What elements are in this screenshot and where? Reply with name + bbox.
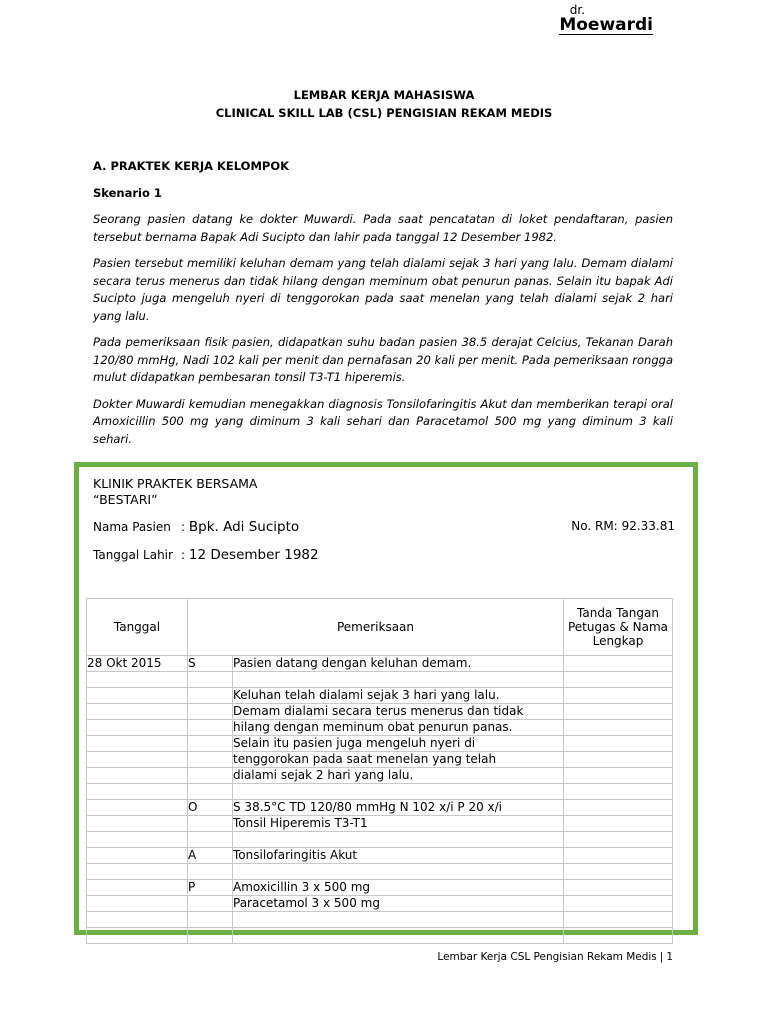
patient-name-value: Bpk. Adi Sucipto [188, 519, 300, 535]
row-soap-code: A [188, 848, 233, 864]
table-row [87, 720, 673, 736]
footer-text: Lembar Kerja CSL Pengisian Rekam Medis [437, 951, 657, 963]
row-signature [564, 832, 673, 848]
patient-name-row [93, 519, 299, 535]
row-date [87, 688, 188, 704]
table-row [87, 816, 673, 832]
row-exam-text: Selain itu pasien juga mengeluh nyeri di [233, 736, 564, 752]
scenario-paragraph-1: Seorang pasien datang ke dokter Muwardi. Pada saat pencatatan di loket pendaftaran, pasien tersebut bernama Bapak Adi Sucipto dan lahir pada tanggal 12 Desember 1982. [93, 212, 673, 244]
table-row [87, 848, 673, 864]
document-title [0, 86, 768, 122]
logo-name: Moewardi [559, 15, 653, 35]
row-exam-text: hilang dengan meminum obat penurun panas. [233, 720, 564, 736]
row-exam-text [233, 928, 564, 944]
row-exam-text: Paracetamol 3 x 500 mg [233, 896, 564, 912]
row-date [87, 864, 188, 880]
row-soap-code: O [188, 800, 233, 816]
medical-record-form [74, 462, 698, 935]
scenario-paragraph-4: Dokter Muwardi kemudian menegakkan diagnosis Tonsilofaringitis Akut dan memberikan terapi oral Amoxicillin 500 mg yang diminum 3 kali sehari dan Paracetamol 500 mg yang diminum 3 kali sehari. [93, 396, 673, 446]
row-date [87, 768, 188, 784]
birth-date-row [93, 547, 319, 563]
medical-record-number [571, 519, 675, 533]
row-date [87, 880, 188, 896]
section-heading: A. PRAKTEK KERJA KELOMPOK [93, 159, 290, 173]
row-date [87, 912, 188, 928]
table-row [87, 832, 673, 848]
table-row [87, 896, 673, 912]
row-soap-code [188, 784, 233, 800]
table-row [87, 864, 673, 880]
table-header-row [87, 599, 673, 656]
scenario-title: Skenario 1 [93, 185, 162, 200]
row-soap-code [188, 896, 233, 912]
row-exam-text: Pasien datang dengan keluhan demam. [233, 656, 564, 672]
row-soap-code [188, 912, 233, 928]
row-exam-text: dialami sejak 2 hari yang lalu. [233, 768, 564, 784]
row-signature [564, 768, 673, 784]
row-exam-text [233, 912, 564, 928]
row-soap-code [188, 864, 233, 880]
table-row [87, 672, 673, 688]
row-soap-code [188, 736, 233, 752]
header-signature: Tanda Tangan Petugas & Nama Lengkap [564, 599, 673, 656]
row-signature [564, 896, 673, 912]
row-soap-code [188, 832, 233, 848]
row-exam-text [233, 672, 564, 688]
row-soap-code [188, 672, 233, 688]
row-exam-text: Tonsil Hiperemis T3-T1 [233, 816, 564, 832]
row-date [87, 848, 188, 864]
logo-prefix: dr. [569, 3, 585, 17]
page-footer [437, 951, 673, 963]
scenario-paragraph-3: Pada pemeriksaan fisik pasien, didapatkan suhu badan pasien 38.5 derajat Celcius, Tekanan Darah 120/80 mmHg, Nadi 102 kali per menit dan pernafasan 20 kali per menit. Pada pemeriksaan rongga mulut didapatkan pembesaran tonsil T3-T1 hiperemis. [93, 335, 673, 384]
row-soap-code [188, 704, 233, 720]
row-signature [564, 656, 673, 672]
row-exam-text: Tonsilofaringitis Akut [233, 848, 564, 864]
row-soap-code [188, 688, 233, 704]
row-date [87, 928, 188, 944]
row-exam-text: Keluhan telah dialami sejak 3 hari yang lalu. [233, 688, 564, 704]
rm-label: No. RM: [571, 519, 618, 533]
row-signature [564, 736, 673, 752]
clinic-name-line-2: “BESTARI” [93, 492, 158, 507]
row-date [87, 672, 188, 688]
header-exam: Pemeriksaan [188, 599, 564, 656]
table-row [87, 912, 673, 928]
row-date [87, 800, 188, 816]
clinic-name-line-1: KLINIK PRAKTEK BERSAMA [93, 476, 258, 491]
row-exam-text: Amoxicillin 3 x 500 mg [233, 880, 564, 896]
row-signature [564, 848, 673, 864]
row-signature [564, 880, 673, 896]
row-soap-code: P [188, 880, 233, 896]
footer-separator: | [659, 951, 664, 963]
table-row [87, 784, 673, 800]
row-soap-code [188, 752, 233, 768]
row-signature [564, 672, 673, 688]
worksheet-content [93, 158, 673, 457]
table-row [87, 656, 673, 672]
soap-record-table [86, 598, 673, 944]
scenario-paragraph-2: Pasien tersebut memiliki keluhan demam yang telah dialami sejak 3 hari yang lalu. Demam dialami secara terus menerus dan tidak hilang dengan meminum obat penurun panas. Selain itu bapak Adi Sucipto juga mengeluh nyeri di tenggorokan pada saat menelan yang telah dialami sejak 2 hari yang lalu. [93, 256, 673, 323]
table-row [87, 704, 673, 720]
row-signature [564, 800, 673, 816]
table-row [87, 752, 673, 768]
row-signature [564, 816, 673, 832]
table-row [87, 688, 673, 704]
row-exam-text [233, 784, 564, 800]
row-date [87, 832, 188, 848]
birth-date-colon: : [181, 548, 186, 562]
table-row [87, 880, 673, 896]
row-signature [564, 864, 673, 880]
page-number: 1 [666, 951, 673, 963]
table-row [87, 736, 673, 752]
row-date [87, 816, 188, 832]
patient-name-colon: : [181, 520, 186, 534]
header-date: Tanggal [87, 599, 188, 656]
patient-name-label: Nama Pasien [93, 520, 171, 534]
row-exam-text: Demam dialami secara terus menerus dan tidak [233, 704, 564, 720]
table-row [87, 800, 673, 816]
row-date: 28 Okt 2015 [87, 656, 188, 672]
row-signature [564, 784, 673, 800]
clinic-name [93, 476, 257, 508]
rm-value: 92.33.81 [621, 519, 675, 533]
record-body [87, 656, 673, 944]
row-date [87, 784, 188, 800]
row-signature [564, 752, 673, 768]
table-row [87, 768, 673, 784]
row-signature [564, 928, 673, 944]
table-row [87, 928, 673, 944]
row-signature [564, 912, 673, 928]
row-date [87, 752, 188, 768]
birth-date-label: Tanggal Lahir [93, 548, 173, 562]
row-signature [564, 688, 673, 704]
row-exam-text: tenggorokan pada saat menelan yang telah [233, 752, 564, 768]
hospital-logo [559, 4, 653, 35]
row-date [87, 704, 188, 720]
row-soap-code [188, 768, 233, 784]
row-soap-code [188, 928, 233, 944]
row-soap-code [188, 816, 233, 832]
row-soap-code: S [188, 656, 233, 672]
row-exam-text [233, 832, 564, 848]
birth-date-value: 12 Desember 1982 [188, 547, 319, 563]
row-date [87, 720, 188, 736]
row-date [87, 736, 188, 752]
title-line-2: CLINICAL SKILL LAB (CSL) PENGISIAN REKAM MEDIS [215, 106, 553, 120]
row-date [87, 896, 188, 912]
row-signature [564, 704, 673, 720]
title-line-1: LEMBAR KERJA MAHASISWA [293, 88, 475, 102]
row-exam-text [233, 864, 564, 880]
row-signature [564, 720, 673, 736]
row-exam-text: S 38.5°C TD 120/80 mmHg N 102 x/i P 20 x/i [233, 800, 564, 816]
row-soap-code [188, 720, 233, 736]
